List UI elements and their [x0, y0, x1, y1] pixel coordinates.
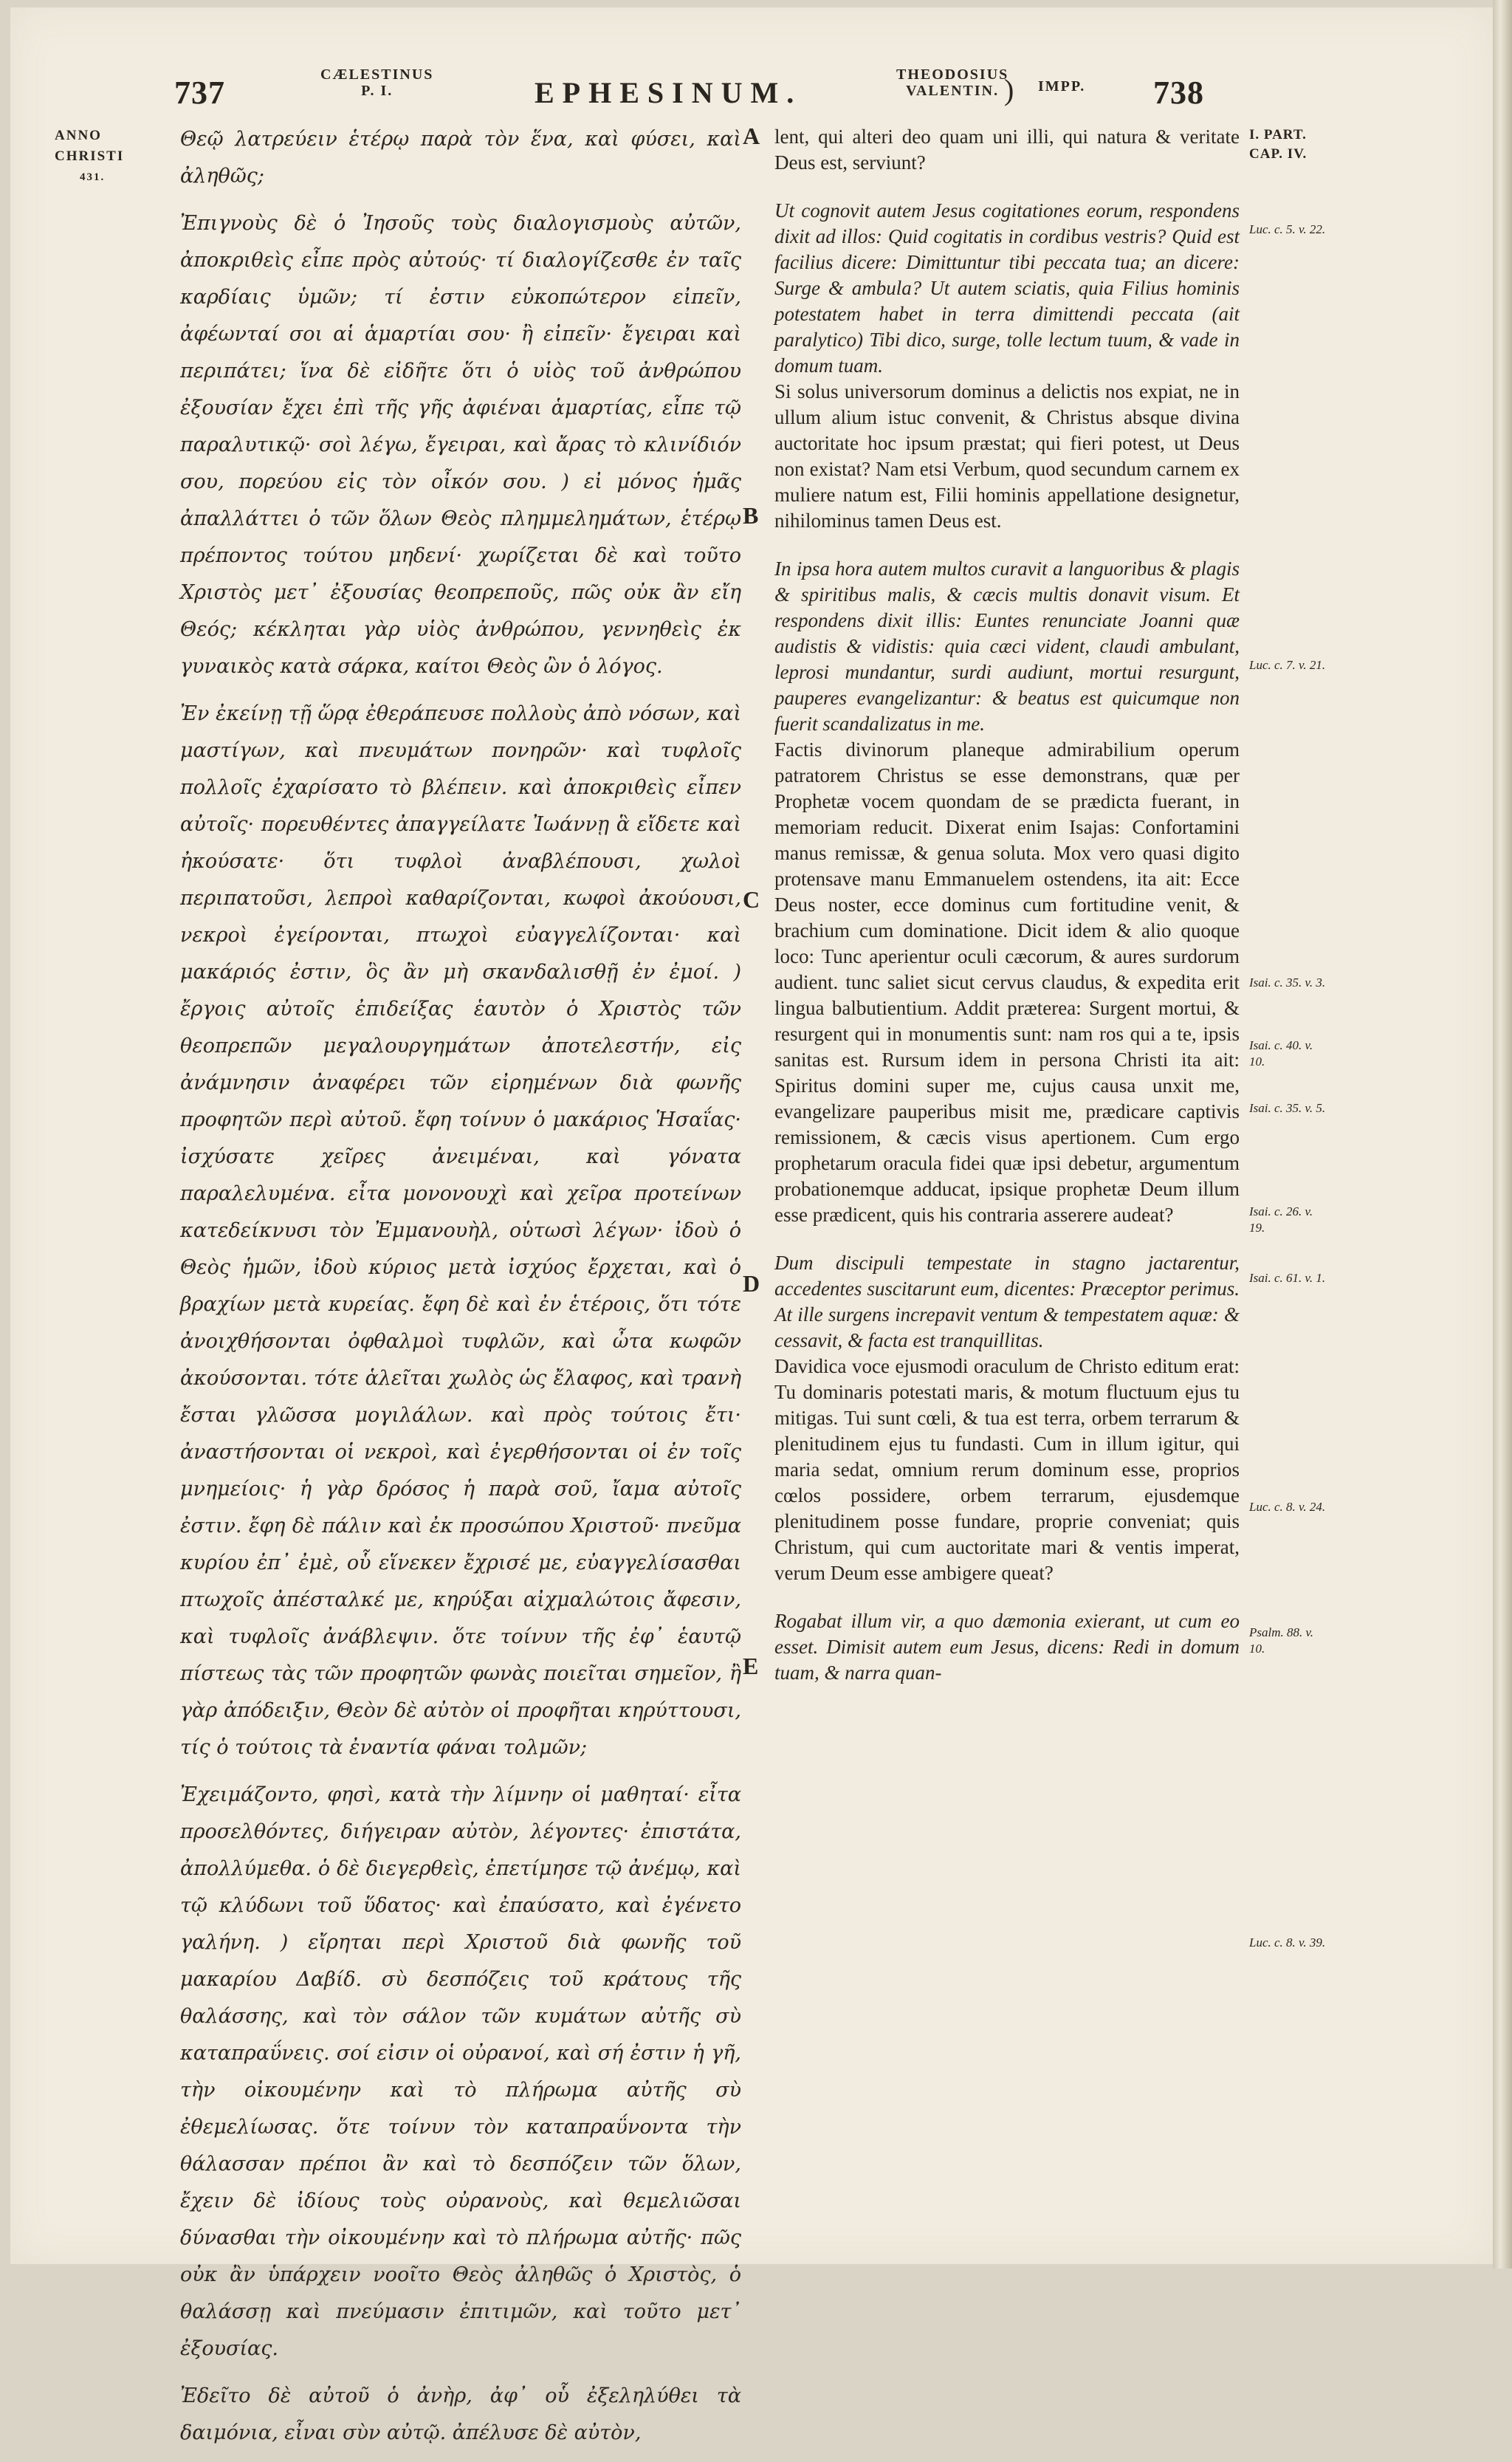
latin-paragraph: Factis divinorum planeque admirabilium operum patratorem Christus se esse demonstrans, quæ per Prophetæ vocem quondam de se prædicta fuerant, in memoriam reducit. Dixerat enim Isajas: Confortamini manus remissæ, & genua soluta. Mox vero quasi digito protensave manu Emmanuelem ostendens, ita ait: Ecce Deus noster, ecce dominus cum fortitudine venit, & brachium cum dominatione. Dicit idem & alio quoque loco: Tunc aperientur oculi cæcorum, & aures surdorum audient. tunc saliet sicut cervus claudus, & expedita erit lingua balbutientium. Addit præterea: Surgent mortui, & resurgent qui in monumentis sunt: nam ros qui a te, ipsis sanitas est. Rursum idem in persona Christi ita ait: Spiritus domini super me, cujus causa unxit me, evangelizare pauperibus misit me, prædicare captivis remissionem, & cæcis visus apertionem. Cum ergo prophetarum oracula fidei quæ ipsi debetur, argumentum probationemque adducat, ipsique prophetæ Deum illum esse prædicent, quis his contraria asserere audeat? [774, 738, 1240, 1226]
header-emperor-2: VALENTIN. [906, 83, 1000, 99]
latin-scripture: Dum discipuli tempestate in stagno jactarentur, accedentes suscitarunt eum, dicentes: Præceptor perimus. At ille surgens increpavit ventum & tempestatem aquæ: & cessavit, & facta est tranquillitas. [774, 1252, 1240, 1351]
page-number-left: 737 [174, 75, 225, 111]
margin-christi: CHRISTI [55, 148, 125, 164]
reference-note: Isai. c. 61. v. 1. [1249, 1271, 1326, 1285]
header-emperors [896, 66, 1008, 99]
latin-column [774, 124, 1240, 1686]
latin-scripture: Rogabat illum vir, a quo dæmonia exierant, ut cum eo esset. Dimisit autem eum Jesus, dicens: Redi in domum tuam, & narra quan- [774, 1610, 1240, 1684]
margin-year [55, 126, 165, 188]
greek-paragraph: Ἐχειμάζοντο, φησὶ, κατὰ τὴν λίμνην οἱ μαθηταί· εἶτα προσελθόντες, διήγειραν αὐτὸν, λέγοντες· ἐπιστάτα, ἀπολλύμεθα. ὁ δὲ διεγερθεὶς, ἐπετίμησε τῷ ἀνέμῳ, καὶ τῷ κλύδωνι τοῦ ὕδατος· καὶ ἐπαύσατο, καὶ ἐγένετο γαλήνη. ) εἴρηται περὶ Χριστοῦ διὰ φωνῆς τοῦ μακαρίου Δαβίδ. σὺ δεσπόζεις τοῦ κράτους τῆς θαλάσσης, καὶ τὸν σάλον τῶν κυμάτων αὐτῆς σὺ καταπραΰνεις. σοί εἰσιν οἱ οὐρανοί, καὶ σή ἐστιν ἡ γῆ, τὴν οἰκουμένην καὶ τὸ πλήρωμα αὐτῆς σὺ ἐθεμελίωσας. ὅτε τοίνυν τὸν καταπραΰνοντα τὴν θάλασσαν πρέποι ἂν καὶ τὸ δεσπόζειν τῶν ὅλων, ἔχειν δὲ ἰδίους τοὺς οὐρανοὺς, καὶ θεμελιῶσαι δύνασθαι τὴν οἰκουμένην καὶ τὸ πλήρωμα αὐτῆς· πῶς οὐκ ἂν ὑπάρχειν νοοῖτο Θεὸς ἀληθῶς ὁ Χριστὸς, ὁ θαλάσσῃ καὶ πνεύμασιν ἐπιτιμῶν, καὶ τοῦτο μετ᾽ ἐξουσίας. [180, 1783, 741, 2360]
header-pope-name: CÆLESTINUS [320, 66, 434, 83]
latin-scripture: In ipsa hora autem multos curavit a languoribus & plagis & spiritibus malis, & cæcis multis donavit visum. Et respondens dixit illis: Euntes renunciate Joanni quæ audistis & vidistis: quia cæci vident, claudi ambulant, leprosi mundantur, surdi audiunt, mortui resurgunt, pauperes evangelizantur: & beatus est quicumque non fuerit scandalizatus in me. [774, 558, 1240, 735]
page-number-right: 738 [1153, 75, 1204, 111]
greek-paragraph: Ἐδεῖτο δὲ αὐτοῦ ὁ ἀνὴρ, ἀφ᾽ οὗ ἐξεληλύθει τὰ δαιμόνια, εἶναι σὺν αὐτῷ. ἀπέλυσε δὲ αὐτὸν, [180, 2384, 741, 2444]
section-letter-e: E [743, 1653, 759, 1679]
greek-paragraph: Θεῷ λατρεύειν ἑτέρῳ παρὰ τὸν ἕνα, καὶ φύσει, καὶ ἀληθῶς; [180, 128, 741, 188]
header-impp: IMPP. [1038, 78, 1086, 95]
header-pope [320, 66, 433, 99]
greek-paragraph: Ἐπιγνοὺς δὲ ὁ Ἰησοῦς τοὺς διαλογισμοὺς αὐτῶν, ἀποκριθεὶς εἶπε πρὸς αὐτούς· τί διαλογίζεσθε ἐν ταῖς καρδίαις ὑμῶν; τί ἐστιν εὐκοπώτερον εἰπεῖν, ἀφέωνταί σοι αἱ ἁμαρτίαι σου· ἢ εἰπεῖν· ἔγειραι καὶ περιπάτει; ἵνα δὲ εἰδῆτε ὅτι ὁ υἱὸς τοῦ ἀνθρώπου ἐξουσίαν ἔχει ἐπὶ τῆς γῆς ἀφιέναι ἁμαρτίας, εἶπε τῷ παραλυτικῷ· σοὶ λέγω, ἔγειραι, καὶ ἄρας τὸ κλινίδιόν σου, πορεύου εἰς τὸν οἶκόν σου. ) εἰ μόνος ἡμᾶς ἀπαλλάττει ὁ τῶν ὅλων Θεὸς πλημμελημάτων, ἑτέρῳ πρέποντος τούτου μηδενί· χωρίζεται δὲ καὶ τοῦτο Χριστὸς μετ᾽ ἐξουσίας θεοπρεποῦς, πῶς οὐκ ἂν εἴη Θεός; κέκληται γὰρ υἱὸς ἀνθρώπου, γεννηθεὶς ἐκ γυναικὸς κατὰ σάρκα, καίτοι Θεὸς ὢν ὁ λόγος. [180, 212, 741, 678]
section-letter-b: B [743, 502, 759, 529]
reference-note: Isai. c. 35. v. 3. [1249, 975, 1326, 990]
reference-note: Isai. c. 40. v. 10. [1249, 1038, 1313, 1069]
reference-note: Luc. c. 5. v. 22. [1249, 222, 1326, 236]
header-pope-number: P. I. [361, 83, 394, 99]
margin-anno: ANNO [55, 128, 102, 143]
reference-note: Psalm. 88. v. 10. [1249, 1625, 1314, 1656]
greek-paragraph: Ἐν ἐκείνῃ τῇ ὥρᾳ ἐθεράπευσε πολλοὺς ἀπὸ νόσων, καὶ μαστίγων, καὶ πνευμάτων πονηρῶν· καὶ τυφλοῖς πολλοῖς ἐχαρίσατο τὸ βλέπειν. καὶ ἀποκριθεὶς εἶπεν αὐτοῖς· πορευθέντες ἀπαγγείλατε Ἰωάννῃ ἃ εἴδετε καὶ ἠκούσατε· ὅτι τυφλοὶ ἀναβλέπουσι, χωλοὶ περιπατοῦσι, λεπροὶ καθαρίζονται, κωφοὶ ἀκούουσι, νεκροὶ ἐγείρονται, πτωχοὶ εὐαγγελίζονται· καὶ μακάριός ἐστιν, ὃς ἂν μὴ σκανδαλισθῇ ἐν ἐμοί. ) ἔργοις αὐτοῖς ἐπιδείξας ἑαυτὸν ὁ Χριστὸς τῶν θεοπρεπῶν μεγαλουργημάτων ἀποτελεστήν, εἰς ἀνάμνησιν ἀναφέρει τῶν εἰρημένων διὰ φωνῆς προφητῶν περὶ αὐτοῦ. ἔφη τοίνυν ὁ μακάριος Ἡσαΐας· ἰσχύσατε χεῖρες ἀνειμέναι, καὶ γόνατα παραλελυμένα. εἶτα μονονουχὶ καὶ χεῖρα προτείνων κατεδείκνυσι τὸν Ἐμμανουὴλ, οὑτωσὶ λέγων· ἰδοὺ ὁ Θεὸς ἡμῶν, ἰδοὺ κύριος μετὰ ἰσχύος ἔρχεται, καὶ ὁ βραχίων μετὰ κυρείας. ἔφη δὲ καὶ ἐν ἑτέροις, ὅτι τότε ἀνοιχθήσονται ὀφθαλμοὶ τυφλῶν, καὶ ὦτα κωφῶν ἀκούσονται. τότε ἁλεῖται χωλὸς ὡς ἔλαφος, καὶ τρανὴ ἔσται γλῶσσα μογιλάλων. καὶ πρὸς τούτοις ἔτι· ἀναστήσονται οἱ νεκροὶ, καὶ ἐγερθήσονται οἱ ἐν τοῖς μνημείοις· ἡ γὰρ δρόσος ἡ παρὰ σοῦ, ἴαμα αὐτοῖς ἐστιν. ἔφη δὲ πάλιν καὶ ἐκ προσώπου Χριστοῦ· πνεῦμα κυρίου ἐπ᾽ ἐμὲ, οὗ εἵνεκεν ἔχρισέ με, εὐαγγελίσασθαι πτωχοῖς ἀπέσταλκέ με, κηρύξαι αἰχμαλώτοις ἄφεσιν, καὶ τυφλοῖς ἀνάβλεψιν. ὅτε τοίνυν τῆς ἐφ᾽ ἑαυτῷ πίστεως τὰς τῶν προφητῶν φωνὰς ποιεῖται σημεῖον, ἢ γὰρ ἀπόδειξιν, Θεὸν δὲ αὐτὸν οἱ προφῆται κηρύττουσι, τίς ὁ τούτοις τὰ ἐναντία φάναι τολμῶν; [180, 702, 741, 1759]
greek-column [180, 121, 741, 2462]
reference-note: Isai. c. 26. v. 19. [1249, 1204, 1313, 1235]
section-letter-c: C [743, 886, 760, 913]
header-bracket: ) [1004, 73, 1014, 106]
header-title: EPHESINUM. [535, 76, 803, 109]
section-letter-a: A [743, 123, 760, 149]
reference-note: Luc. c. 8. v. 24. [1249, 1500, 1326, 1514]
latin-scripture: Ut cognovit autem Jesus cogitationes eorum, respondens dixit ad illos: Quid cogitatis in cordibus vestris? Quid est facilius dicere: Dimittuntur tibi peccata tua; an dicere: Surge & ambula? Ut autem sciatis, quia Filius hominis potestatem habet in terra dimittendi peccata (ait paralytico) Tibi dico, surge, tolle lectum tuum, & vade in domum tuam. [774, 199, 1240, 377]
reference-note: Luc. c. 8. v. 39. [1249, 1935, 1326, 1950]
margin-year-number: 431. [80, 171, 106, 183]
margin-chapter: CAP. IV. [1249, 146, 1307, 162]
latin-paragraph: lent, qui alteri deo quam uni illi, qui natura & veritate Deus est, serviunt? [774, 126, 1240, 174]
margin-part: I. PART. [1249, 127, 1307, 143]
header-emperor-1: THEODOSIUS [896, 66, 1009, 83]
section-letter-d: D [743, 1270, 760, 1297]
latin-paragraph: Si solus universorum dominus a delictis nos expiat, ne in ullum alium istuc convenit, & Christus absque divina auctoritate hoc ipsum præstat; qui fieri potest, ut Deus non existat? Nam etsi Verbum, quod secundum carnem ex muliere natum est, Filii hominis appellatione designetur, nihilominus tamen Deus est. [774, 380, 1240, 532]
book-page [10, 7, 1493, 2444]
latin-paragraph: Davidica voce ejusmodi oraculum de Christo editum erat: Tu dominaris potestati maris, & motum fluctuum ejus tu mitigas. Tui sunt cœli, & tua est terra, orbem terrarum & plenitudinem ejus tu fundasti. Cum in illum igitur, qui maria sedat, omnium rerum dominum esse, proprios cœlos possidere, orbem terrarum, ejusdemque plenitudinem posse fundare, proprie conveniat; quis Christum, qui cum auctoritate mari & ventis imperat, verum Deum esse ambigere queat? [774, 1355, 1240, 1584]
reference-note: Luc. c. 7. v. 21. [1249, 658, 1326, 672]
book-spine-edge [1493, 0, 1512, 2269]
margin-references [1249, 126, 1330, 1950]
reference-note: Isai. c. 35. v. 5. [1249, 1101, 1326, 1115]
